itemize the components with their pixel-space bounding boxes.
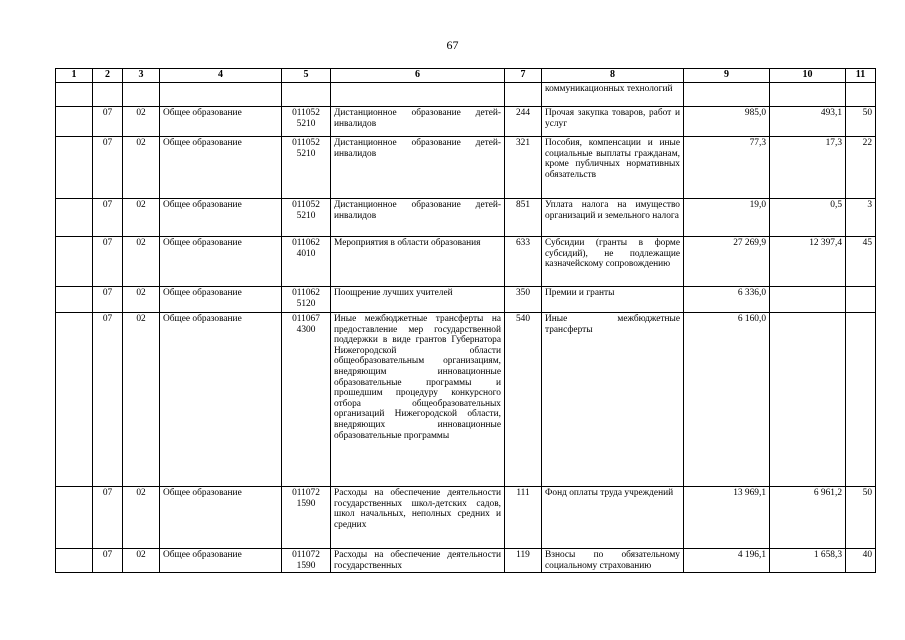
cell-plan: 4 196,1 xyxy=(684,549,770,573)
target-code-part1: 011052 xyxy=(292,200,320,210)
page-number: 67 xyxy=(446,38,459,52)
cell-section: 07 xyxy=(93,313,123,487)
cell-expense-name: Пособия, компенсации и иные социальные выплаты гражданам, кроме публичных нормативных обязательств xyxy=(542,137,684,199)
col-header-9: 9 xyxy=(684,69,770,83)
cell-plan: 6 160,0 xyxy=(684,313,770,487)
target-code-part2: 5210 xyxy=(296,210,316,221)
cell-expense-type: 851 xyxy=(505,199,542,237)
cell-number xyxy=(56,287,93,313)
cell-plan: 19,0 xyxy=(684,199,770,237)
cell-executed: 1 658,3 xyxy=(770,549,846,573)
cell-number xyxy=(56,237,93,287)
col-header-6: 6 xyxy=(331,69,505,83)
target-code-part2: 5120 xyxy=(296,298,316,309)
cell-percent xyxy=(846,313,876,487)
cell-number xyxy=(56,313,93,487)
cell-number xyxy=(56,107,93,137)
cell-plan: 6 336,0 xyxy=(684,287,770,313)
cell-expense-name: Фонд оплаты труда учреждений xyxy=(542,487,684,549)
cell-plan: 13 969,1 xyxy=(684,487,770,549)
cell-section-name: Общее образование xyxy=(160,237,282,287)
cell-percent xyxy=(846,83,876,107)
cell-plan: 77,3 xyxy=(684,137,770,199)
cell-executed xyxy=(770,287,846,313)
cell-section: 07 xyxy=(93,237,123,287)
table-row xyxy=(56,313,876,487)
cell-subsection: 02 xyxy=(123,313,160,487)
cell-section-name: Общее образование xyxy=(160,549,282,573)
cell-expense-name: Уплата налога на имущество организаций и земельного налога xyxy=(542,199,684,237)
cell-target-code xyxy=(282,137,331,199)
table-row xyxy=(56,487,876,549)
expense-name-clip: Взносы по обязательному социальному страхованию xyxy=(545,550,680,571)
cell-subsection: 02 xyxy=(123,237,160,287)
cell-number xyxy=(56,83,93,107)
cell-expense-type: 119 xyxy=(505,549,542,573)
cell-expense-name: Субсидии (гранты в форме субсидий), не подлежащие казначейскому сопровождению xyxy=(542,237,684,287)
cell-section-name: Общее образование xyxy=(160,107,282,137)
target-code-part2: 1590 xyxy=(296,498,316,509)
col-header-10: 10 xyxy=(770,69,846,83)
cell-expense-type: 244 xyxy=(505,107,542,137)
cell-expense-name: Премии и гранты xyxy=(542,287,684,313)
col-header-1: 1 xyxy=(56,69,93,83)
cell-percent: 45 xyxy=(846,237,876,287)
cell-section-name: Общее образование xyxy=(160,287,282,313)
target-code-part1: 011072 xyxy=(292,488,320,498)
cell-target-name: Иные межбюджетные трансферты на предоставление мер государственной поддержки в виде грантов Губернатора Нижегородской области общеобразовательным организациям, внедряющим инновационные образовательные программы и прошедшим процедуру конкурсного отбора общеобразовательных организаций Нижегородской области, внедряющих инновационные образовательные программы xyxy=(331,313,505,487)
cell-expense-name xyxy=(542,549,684,573)
target-code-part2: 4010 xyxy=(296,248,316,259)
cell-section: 07 xyxy=(93,549,123,573)
cell-section: 07 xyxy=(93,107,123,137)
cell-target-name xyxy=(331,549,505,573)
cell-percent: 22 xyxy=(846,137,876,199)
cell-percent: 50 xyxy=(846,107,876,137)
cell-expense-name: Прочая закупка товаров, работ и услуг xyxy=(542,107,684,137)
cell-target-code xyxy=(282,199,331,237)
target-code-part1: 011062 xyxy=(292,238,320,248)
cell-section: 07 xyxy=(93,487,123,549)
cell-target-name: Мероприятия в области образования xyxy=(331,237,505,287)
cell-plan: 985,0 xyxy=(684,107,770,137)
cell-number xyxy=(56,549,93,573)
cell-executed: 17,3 xyxy=(770,137,846,199)
cell-target-code xyxy=(282,107,331,137)
target-code-part1: 011052 xyxy=(292,138,320,148)
cell-section: 07 xyxy=(93,199,123,237)
target-code-part1: 011067 xyxy=(292,314,320,324)
cell-target-code xyxy=(282,83,331,107)
table-row xyxy=(56,287,876,313)
cell-expense-type: 111 xyxy=(505,487,542,549)
cell-target-name: Дистанционное образование детей-инвалидов xyxy=(331,199,505,237)
cell-target-name xyxy=(331,83,505,107)
cell-section-name xyxy=(160,83,282,107)
col-header-2: 2 xyxy=(93,69,123,83)
cell-subsection: 02 xyxy=(123,107,160,137)
cell-expense-type: 633 xyxy=(505,237,542,287)
col-header-11: 11 xyxy=(846,69,876,83)
cell-number xyxy=(56,137,93,199)
cell-expense-type: 321 xyxy=(505,137,542,199)
cell-number xyxy=(56,487,93,549)
table-row xyxy=(56,107,876,137)
cell-percent: 3 xyxy=(846,199,876,237)
target-name-clip: Расходы на обеспечение деятельности государственных xyxy=(334,550,501,571)
cell-section-name: Общее образование xyxy=(160,137,282,199)
cell-target-name: Поощрение лучших учителей xyxy=(331,287,505,313)
cell-subsection: 02 xyxy=(123,549,160,573)
cell-expense-type: 350 xyxy=(505,287,542,313)
cell-section xyxy=(93,83,123,107)
cell-percent: 40 xyxy=(846,549,876,573)
col-header-7: 7 xyxy=(505,69,542,83)
cell-section: 07 xyxy=(93,287,123,313)
cell-target-name: Расходы на обеспечение деятельности государственных школ-детских садов, школ начальных, неполных средних и средних xyxy=(331,487,505,549)
col-header-3: 3 xyxy=(123,69,160,83)
cell-plan: 27 269,9 xyxy=(684,237,770,287)
target-code-part1: 011072 xyxy=(292,550,320,560)
col-header-5: 5 xyxy=(282,69,331,83)
table-row xyxy=(56,83,876,107)
cell-target-name: Дистанционное образование детей-инвалидов xyxy=(331,107,505,137)
cell-target-name: Дистанционное образование детей-инвалидов xyxy=(331,137,505,199)
cell-target-code xyxy=(282,487,331,549)
cell-target-code xyxy=(282,287,331,313)
cell-percent xyxy=(846,287,876,313)
header-row xyxy=(56,69,876,83)
table-row xyxy=(56,237,876,287)
cell-expense-name: Иные межбюджетные трансферты xyxy=(542,313,684,487)
cell-executed: 493,1 xyxy=(770,107,846,137)
cell-executed xyxy=(770,83,846,107)
cell-subsection: 02 xyxy=(123,199,160,237)
cell-section-name: Общее образование xyxy=(160,199,282,237)
cell-target-code xyxy=(282,313,331,487)
target-code-part1: 011062 xyxy=(292,288,320,298)
cell-expense-type: 540 xyxy=(505,313,542,487)
cell-number xyxy=(56,199,93,237)
cell-executed xyxy=(770,313,846,487)
cell-plan xyxy=(684,83,770,107)
col-header-8: 8 xyxy=(542,69,684,83)
cell-target-code xyxy=(282,549,331,573)
target-code-part2: 4300 xyxy=(296,324,316,335)
target-code-part2: 5210 xyxy=(296,148,316,159)
cell-expense-name: коммуникационных технологий xyxy=(542,83,684,107)
cell-subsection: 02 xyxy=(123,137,160,199)
cell-executed: 6 961,2 xyxy=(770,487,846,549)
target-code-part1: 011052 xyxy=(292,108,320,118)
table-row xyxy=(56,549,876,573)
cell-target-code xyxy=(282,237,331,287)
cell-expense-type xyxy=(505,83,542,107)
cell-section-name: Общее образование xyxy=(160,313,282,487)
target-code-part2: 1590 xyxy=(296,560,316,571)
table-row xyxy=(56,137,876,199)
budget-table xyxy=(55,68,876,573)
cell-subsection: 02 xyxy=(123,287,160,313)
target-code-part2: 5210 xyxy=(296,118,316,129)
table-row xyxy=(56,199,876,237)
cell-subsection: 02 xyxy=(123,487,160,549)
cell-section-name: Общее образование xyxy=(160,487,282,549)
cell-section: 07 xyxy=(93,137,123,199)
cell-percent: 50 xyxy=(846,487,876,549)
col-header-4: 4 xyxy=(160,69,282,83)
cell-subsection xyxy=(123,83,160,107)
cell-executed: 12 397,4 xyxy=(770,237,846,287)
cell-executed: 0,5 xyxy=(770,199,846,237)
